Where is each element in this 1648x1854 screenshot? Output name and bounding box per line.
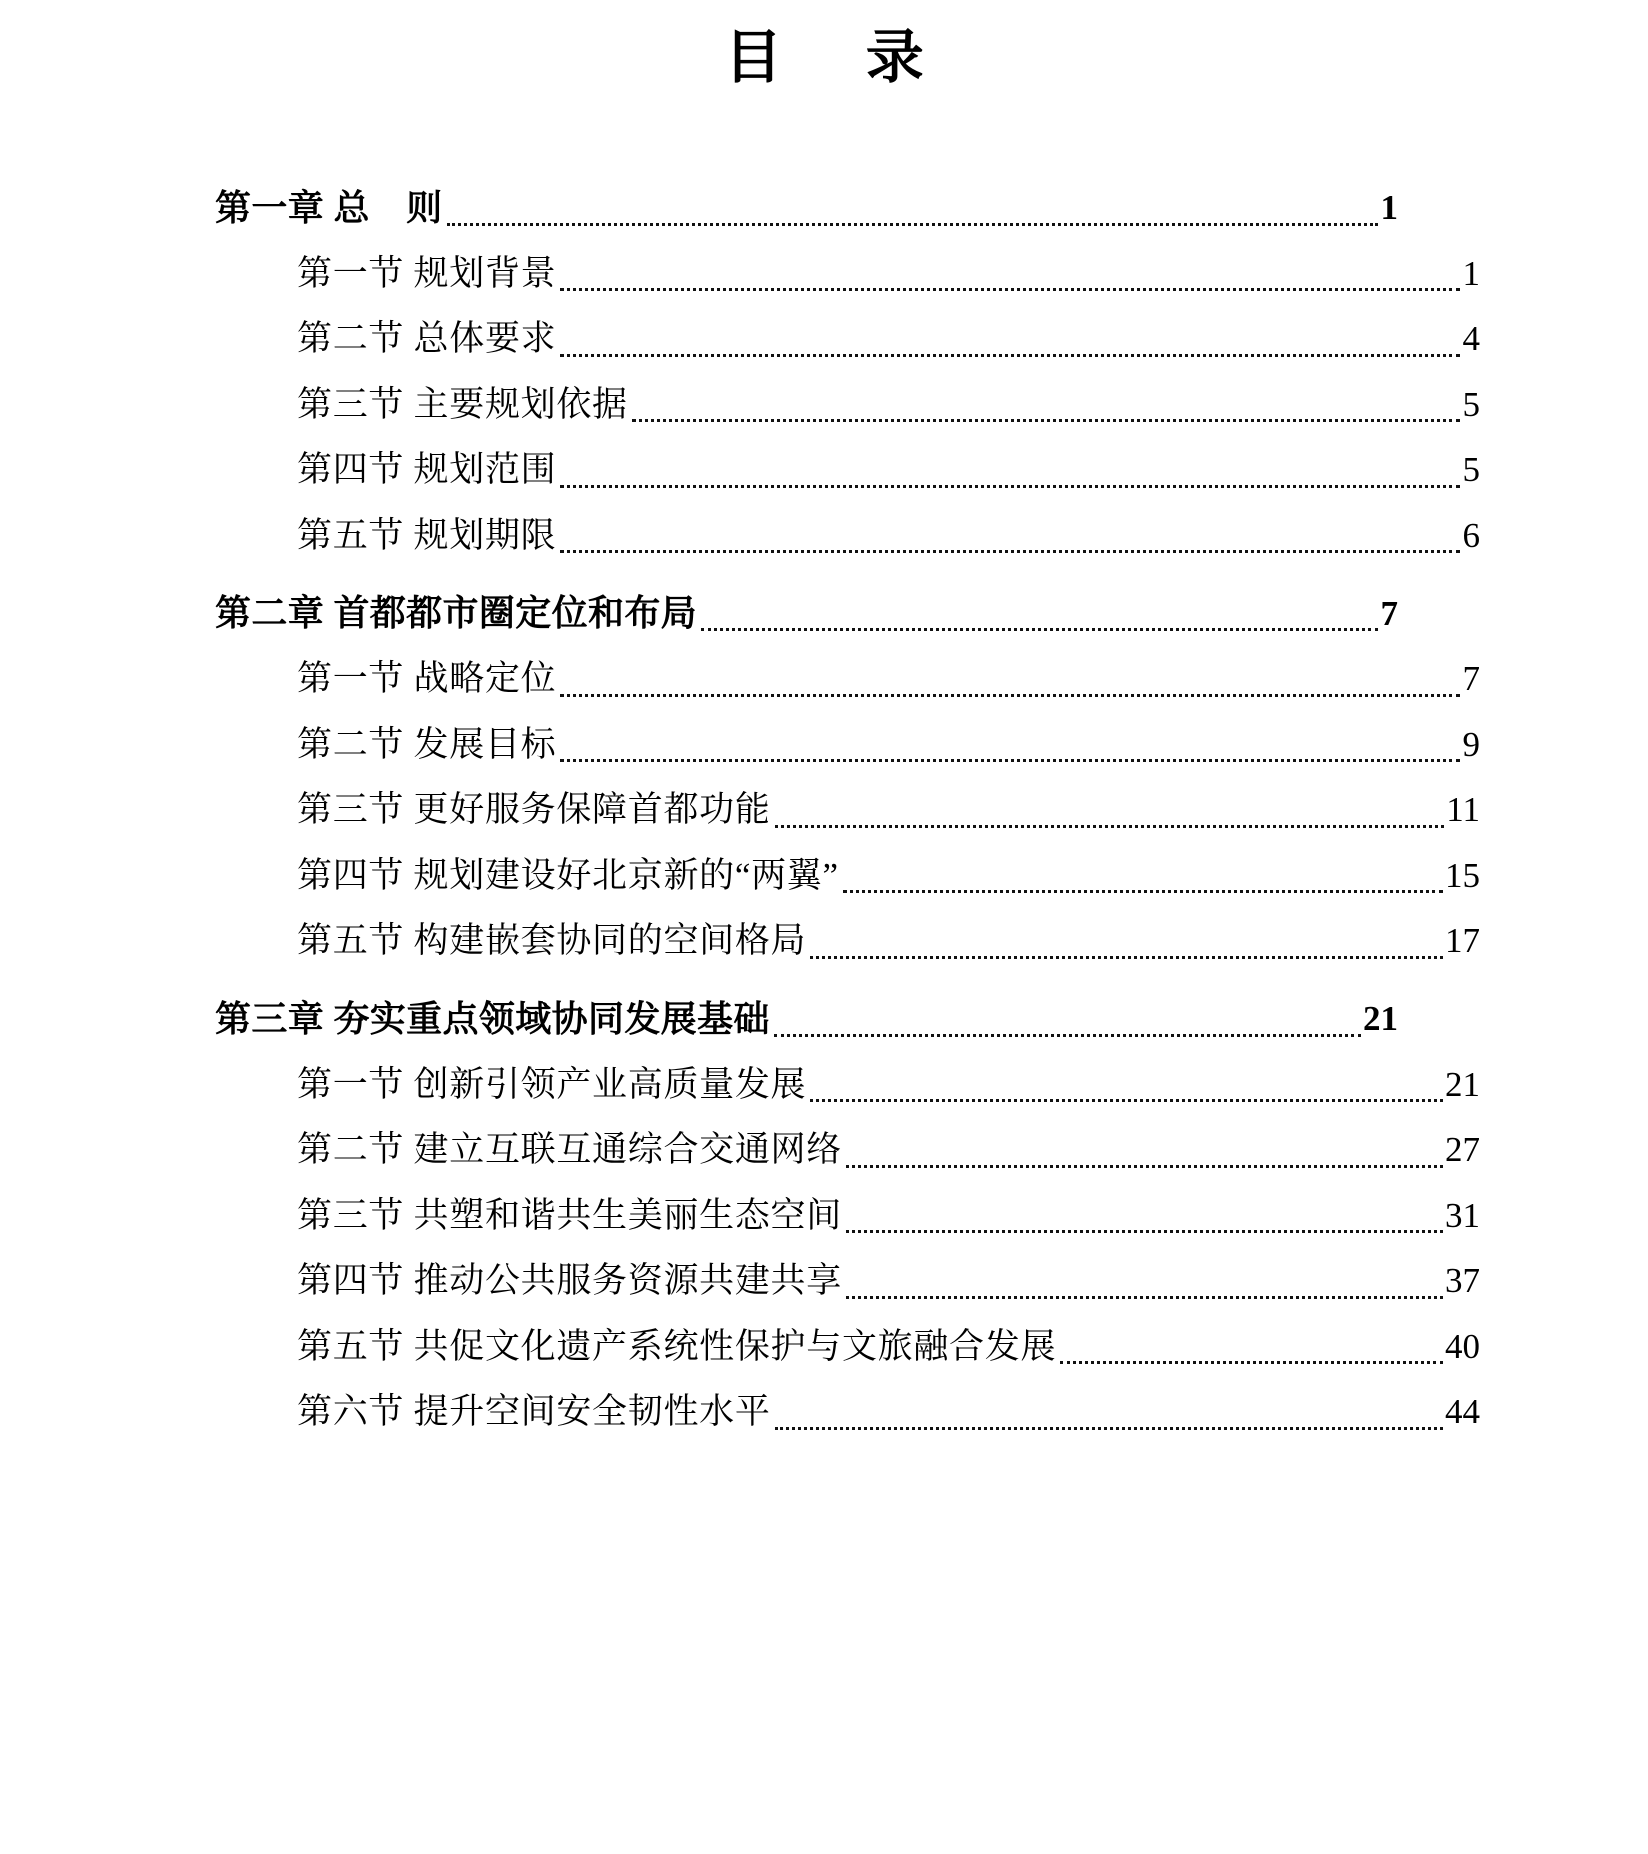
toc-entry-label: 第一节 创新引领产业高质量发展 — [297, 1064, 807, 1104]
table-of-contents — [0, 181, 1648, 1439]
toc-section-entry[interactable] — [215, 653, 1480, 706]
leader-dots — [560, 264, 1460, 300]
leader-dots — [846, 1141, 1443, 1177]
leader-dots — [560, 330, 1460, 366]
toc-chapter-entry[interactable] — [215, 181, 1398, 235]
toc-entry-page: 1 — [1462, 253, 1480, 293]
leader-dots — [560, 735, 1460, 771]
toc-entry-label: 第四节 规划建设好北京新的“两翼” — [297, 855, 839, 895]
toc-section-entry[interactable] — [215, 510, 1480, 563]
leader-dots — [1060, 1337, 1443, 1373]
leader-dots — [560, 670, 1460, 706]
toc-entry-page: 17 — [1445, 921, 1480, 960]
toc-entry-page: 44 — [1445, 1392, 1480, 1431]
toc-section-entry[interactable] — [215, 1190, 1480, 1243]
toc-entry-page: 27 — [1445, 1130, 1480, 1169]
toc-entry-page: 5 — [1462, 384, 1480, 424]
toc-entry-label: 第六节 提升空间安全韧性水平 — [297, 1392, 771, 1431]
toc-section-entry[interactable] — [215, 1386, 1480, 1439]
toc-section-entry[interactable] — [215, 784, 1480, 837]
toc-entry-page: 37 — [1445, 1261, 1480, 1300]
toc-section-entry[interactable] — [215, 915, 1480, 968]
leader-dots — [560, 526, 1460, 562]
toc-entry-page: 7 — [1380, 593, 1398, 633]
toc-entry-label: 第二节 总体要求 — [297, 319, 557, 358]
document-page — [0, 22, 1648, 1854]
toc-entry-page: 21 — [1445, 1064, 1480, 1104]
toc-entry-label: 第三章 夯实重点领域协同发展基础 — [215, 998, 770, 1039]
leader-dots — [774, 1010, 1361, 1046]
toc-entry-page: 5 — [1462, 450, 1480, 489]
toc-section-entry[interactable] — [215, 313, 1480, 366]
leader-dots — [846, 1272, 1443, 1308]
toc-entry-page: 21 — [1363, 999, 1398, 1038]
toc-entry-label: 第二章 首都都市圈定位和布局 — [215, 593, 698, 633]
toc-section-entry[interactable] — [215, 1255, 1480, 1308]
toc-section-entry[interactable] — [215, 719, 1480, 772]
leader-dots — [846, 1206, 1443, 1242]
toc-entry-page: 11 — [1446, 790, 1480, 829]
toc-section-entry[interactable] — [215, 1059, 1480, 1112]
toc-entry-label: 第二节 建立互联互通综合交通网络 — [297, 1130, 842, 1169]
toc-section-entry[interactable] — [215, 379, 1480, 432]
toc-section-entry[interactable] — [215, 248, 1480, 301]
toc-entry-page: 7 — [1462, 659, 1480, 698]
leader-dots — [810, 1075, 1443, 1111]
toc-entry-label: 第四节 推动公共服务资源共建共享 — [297, 1261, 842, 1300]
toc-section-entry[interactable] — [215, 1321, 1480, 1374]
toc-section-entry[interactable] — [215, 850, 1480, 903]
toc-entry-label: 第四节 规划范围 — [297, 450, 557, 489]
toc-entry-label: 第三节 共塑和谐共生美丽生态空间 — [297, 1195, 842, 1235]
toc-chapter-entry[interactable] — [215, 992, 1398, 1046]
toc-entry-page: 4 — [1462, 319, 1480, 358]
page-title: 目 录 — [724, 25, 937, 90]
toc-entry-page: 15 — [1445, 855, 1480, 895]
leader-dots — [447, 199, 1378, 235]
toc-entry-label: 第五节 构建嵌套协同的空间格局 — [297, 921, 807, 960]
leader-dots — [701, 604, 1378, 640]
toc-entry-page: 9 — [1462, 724, 1480, 764]
leader-dots — [775, 1403, 1443, 1439]
toc-entry-label: 第二节 发展目标 — [297, 724, 557, 764]
leader-dots — [843, 866, 1443, 902]
toc-entry-label: 第五节 共促文化遗产系统性保护与文旅融合发展 — [297, 1326, 1057, 1366]
toc-entry-label: 第一章 总 则 — [215, 187, 443, 228]
toc-entry-label: 第三节 更好服务保障首都功能 — [297, 790, 771, 829]
toc-section-entry[interactable] — [215, 444, 1480, 497]
leader-dots — [810, 932, 1443, 968]
toc-entry-page: 6 — [1462, 515, 1480, 555]
toc-entry-label: 第一节 战略定位 — [297, 659, 557, 698]
toc-entry-page: 31 — [1445, 1195, 1480, 1235]
leader-dots — [560, 461, 1460, 497]
toc-chapter-entry[interactable] — [215, 586, 1398, 640]
toc-section-entry[interactable] — [215, 1124, 1480, 1177]
toc-entry-label: 第一节 规划背景 — [297, 253, 557, 293]
toc-entry-label: 第五节 规划期限 — [297, 515, 557, 555]
leader-dots — [775, 801, 1445, 837]
toc-entry-page: 1 — [1380, 188, 1398, 227]
toc-entry-label: 第三节 主要规划依据 — [297, 384, 628, 424]
toc-entry-page: 40 — [1445, 1326, 1480, 1366]
leader-dots — [632, 395, 1460, 431]
